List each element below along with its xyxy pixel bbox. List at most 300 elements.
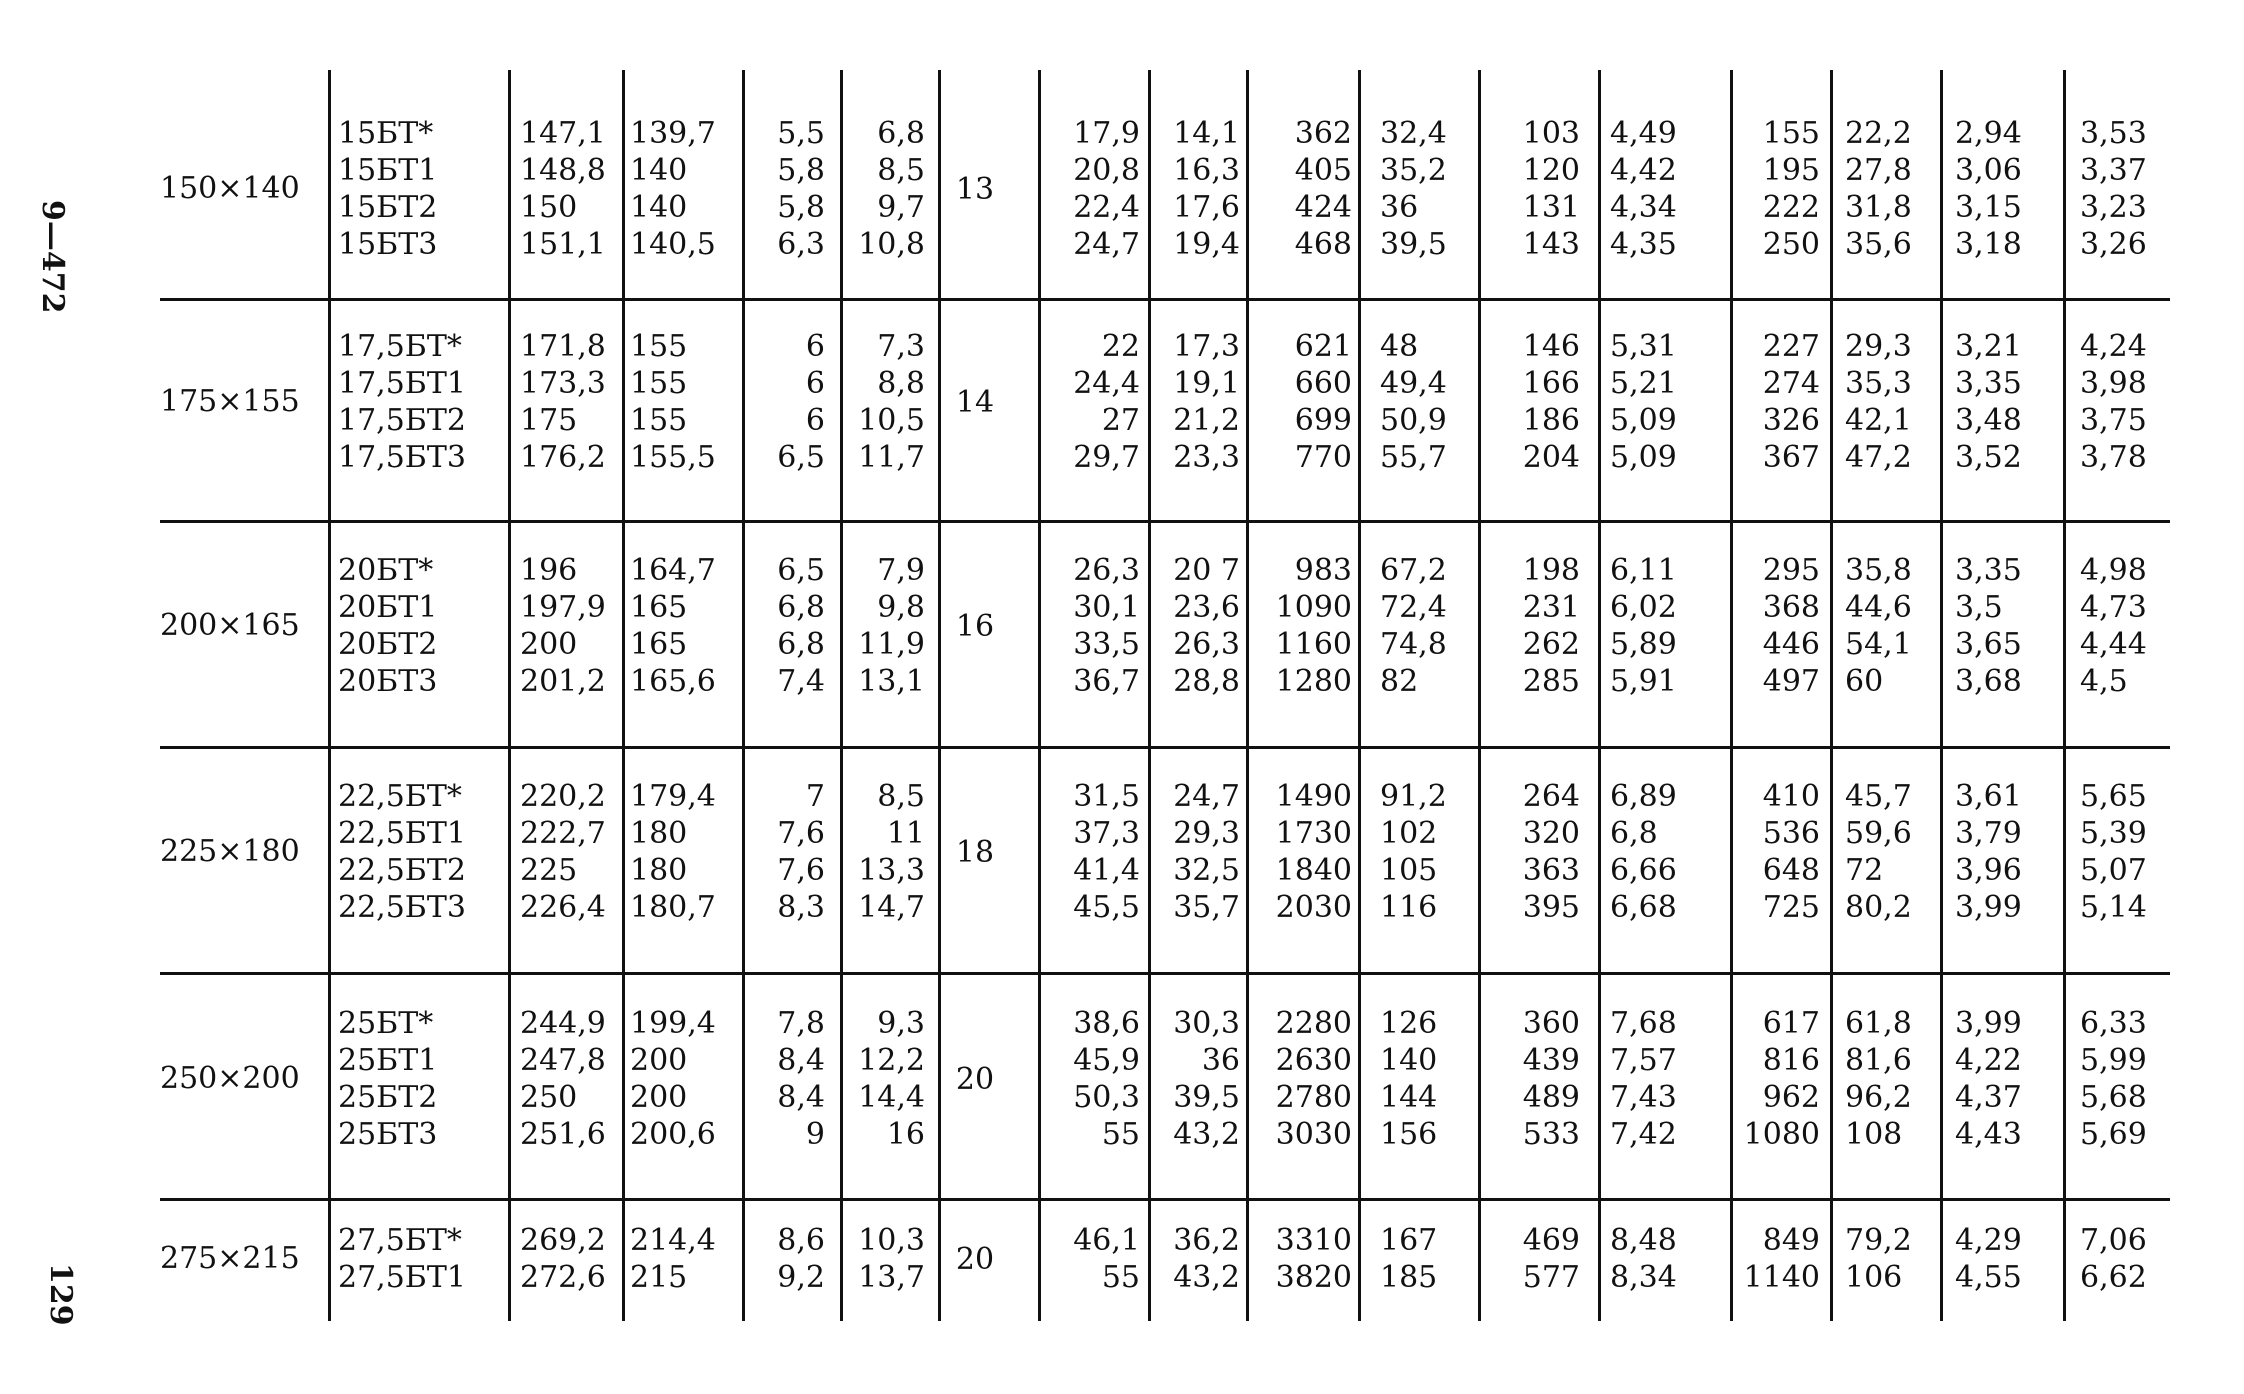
column-divider <box>2063 70 2066 288</box>
table-cell: 8,4 <box>777 1080 825 1115</box>
table-cell: 3,26 <box>2080 227 2147 262</box>
profile-name: 22,5БТ2 <box>338 853 466 888</box>
table-cell: 59,6 <box>1845 816 1912 851</box>
table-cell: 36,7 <box>1073 664 1140 699</box>
column-divider <box>328 507 331 736</box>
column-divider <box>622 70 625 288</box>
table-cell: 81,6 <box>1845 1043 1912 1078</box>
profile-size: 150×140 <box>160 171 300 206</box>
table-cell: 151,1 <box>520 227 606 262</box>
table-column-cell <box>1845 778 1925 926</box>
table-cell: 1840 <box>1275 853 1352 888</box>
table-cell: 3,65 <box>1955 627 2022 662</box>
table-cell: 5,8 <box>777 153 825 188</box>
table-cell: 4,43 <box>1955 1117 2022 1152</box>
table-cell: 5,09 <box>1610 440 1677 475</box>
radius-value: 18 <box>955 835 995 870</box>
table-cell: 7,3 <box>877 329 925 364</box>
column-divider <box>1148 507 1151 736</box>
table-cell: 54,1 <box>1845 627 1912 662</box>
table-cell: 7,8 <box>777 1006 825 1041</box>
column-divider <box>2063 283 2066 510</box>
table-column-cell <box>845 1222 925 1296</box>
column-divider <box>742 70 745 288</box>
table-cell: 14,4 <box>858 1080 925 1115</box>
column-divider <box>1598 960 1601 1188</box>
profile-name: 22,5БТ3 <box>338 890 466 925</box>
table-cell: 3,23 <box>2080 190 2147 225</box>
table-cell: 155,5 <box>630 440 716 475</box>
table-cell: 45,5 <box>1073 890 1140 925</box>
column-divider <box>1246 733 1249 962</box>
table-cell: 10,3 <box>858 1223 925 1258</box>
column-divider <box>1358 507 1361 736</box>
column-divider <box>508 507 511 736</box>
table-cell: 7,57 <box>1610 1043 1677 1078</box>
table-cell: 251,6 <box>520 1117 606 1152</box>
profile-size: 200×165 <box>160 608 300 643</box>
table-cell: 363 <box>1522 853 1580 888</box>
profile-name: 15БТ2 <box>338 190 438 225</box>
table-cell: 36,2 <box>1173 1223 1240 1258</box>
table-column-cell <box>1155 1222 1240 1296</box>
table-cell: 17,9 <box>1073 116 1140 151</box>
column-divider <box>1830 733 1833 962</box>
table-cell: 3,35 <box>1955 366 2022 401</box>
table-cell: 80,2 <box>1845 890 1912 925</box>
table-column-cell <box>1262 552 1352 700</box>
table-cell: 1160 <box>1275 627 1352 662</box>
table-cell: 3,06 <box>1955 153 2022 188</box>
table-cell: 147,1 <box>520 116 606 151</box>
table-cell: 55 <box>1101 1260 1140 1295</box>
profile-name: 17,5БТ2 <box>338 403 466 438</box>
table-column-cell <box>630 328 740 476</box>
table-cell: 3030 <box>1275 1117 1352 1152</box>
table-cell: 3,21 <box>1955 329 2022 364</box>
table-cell: 983 <box>1294 553 1352 588</box>
table-cell: 1080 <box>1743 1117 1820 1152</box>
table-cell: 648 <box>1762 853 1820 888</box>
table-cell: 4,22 <box>1955 1043 2022 1078</box>
column-divider <box>1148 283 1151 510</box>
table-cell: 11 <box>886 816 925 851</box>
table-cell: 175 <box>520 403 578 438</box>
profile-name: 15БТ3 <box>338 227 438 262</box>
table-cell: 4,73 <box>2080 590 2147 625</box>
table-cell: 23,3 <box>1173 440 1240 475</box>
column-divider <box>1830 70 1833 288</box>
column-divider <box>1940 733 1943 962</box>
table-column-cell <box>1740 778 1820 926</box>
column-divider <box>1148 733 1151 962</box>
table-column-cell <box>1955 552 2040 700</box>
table-cell: 6,3 <box>777 227 825 262</box>
table-cell: 43,2 <box>1173 1260 1240 1295</box>
table-column-cell <box>338 552 498 700</box>
column-divider <box>2063 507 2066 736</box>
table-cell: 8,8 <box>877 366 925 401</box>
table-cell: 3,68 <box>1955 664 2022 699</box>
table-cell: 2630 <box>1275 1043 1352 1078</box>
table-cell: 30,1 <box>1073 590 1140 625</box>
table-cell: 155 <box>630 329 688 364</box>
table-cell: 3,37 <box>2080 153 2147 188</box>
table-cell: 106 <box>1845 1260 1903 1295</box>
table-cell: 660 <box>1294 366 1352 401</box>
table-cell: 6,33 <box>2080 1006 2147 1041</box>
table-cell: 3,75 <box>2080 403 2147 438</box>
column-divider <box>1598 70 1601 288</box>
column-divider <box>1246 960 1249 1188</box>
table-cell: 200,6 <box>630 1117 716 1152</box>
table-column-cell <box>1155 1005 1240 1153</box>
table-cell: 5,07 <box>2080 853 2147 888</box>
table-cell: 20 7 <box>1173 553 1240 588</box>
profile-name: 20БТ1 <box>338 590 438 625</box>
table-cell: 24,4 <box>1073 366 1140 401</box>
table-cell: 24,7 <box>1173 779 1240 814</box>
table-cell: 5,21 <box>1610 366 1677 401</box>
table-column-cell <box>1045 328 1140 476</box>
table-column-cell <box>1380 328 1470 476</box>
column-divider <box>840 1177 843 1321</box>
column-divider <box>2063 1177 2066 1321</box>
table-cell: 5,99 <box>2080 1043 2147 1078</box>
table-cell: 36 <box>1201 1043 1240 1078</box>
table-column-cell <box>1155 328 1240 476</box>
table-cell: 446 <box>1762 627 1820 662</box>
table-cell: 155 <box>630 366 688 401</box>
table-cell: 8,5 <box>877 153 925 188</box>
table-cell: 11,7 <box>858 440 925 475</box>
table-cell: 9 <box>805 1117 825 1152</box>
row-group-divider <box>160 746 2170 749</box>
table-column-cell <box>338 1005 498 1153</box>
table-cell: 405 <box>1294 153 1352 188</box>
table-cell: 6,8 <box>1610 816 1658 851</box>
table-cell: 3310 <box>1275 1223 1352 1258</box>
table-column-cell <box>1045 778 1140 926</box>
table-cell: 5,65 <box>2080 779 2147 814</box>
table-cell: 140,5 <box>630 227 716 262</box>
column-divider <box>1830 283 1833 510</box>
column-divider <box>840 283 843 510</box>
profile-name: 20БТ3 <box>338 664 438 699</box>
table-column-cell <box>755 328 825 476</box>
table-cell: 17,3 <box>1173 329 1240 364</box>
table-column-cell <box>1610 552 1695 700</box>
table-column-cell <box>520 328 612 476</box>
table-cell: 3,52 <box>1955 440 2022 475</box>
column-divider <box>1730 960 1733 1188</box>
table-cell: 7,6 <box>777 853 825 888</box>
table-cell: 139,7 <box>630 116 716 151</box>
column-divider <box>1358 733 1361 962</box>
table-cell: 10,5 <box>858 403 925 438</box>
column-divider <box>1940 70 1943 288</box>
table-column-cell <box>845 778 925 926</box>
table-column-cell <box>1610 1222 1695 1296</box>
table-cell: 4,34 <box>1610 190 1677 225</box>
table-cell: 6,8 <box>777 590 825 625</box>
column-divider <box>1358 70 1361 288</box>
table-cell: 3,98 <box>2080 366 2147 401</box>
table-cell: 222,7 <box>520 816 606 851</box>
table-cell: 140 <box>630 153 688 188</box>
table-cell: 45,7 <box>1845 779 1912 814</box>
column-divider <box>1038 733 1041 962</box>
table-column-cell <box>1380 778 1470 926</box>
column-divider <box>1038 70 1041 288</box>
table-cell: 3,61 <box>1955 779 2022 814</box>
column-divider <box>1358 283 1361 510</box>
table-cell: 102 <box>1380 816 1438 851</box>
column-divider <box>742 283 745 510</box>
table-column-cell <box>630 552 740 700</box>
table-column-cell <box>520 778 612 926</box>
table-cell: 171,8 <box>520 329 606 364</box>
table-cell: 536 <box>1762 816 1820 851</box>
table-cell: 32,4 <box>1380 116 1447 151</box>
table-cell: 116 <box>1380 890 1438 925</box>
table-cell: 9,7 <box>877 190 925 225</box>
table-column-cell <box>1845 115 1925 263</box>
table-cell: 1730 <box>1275 816 1352 851</box>
table-cell: 6,68 <box>1610 890 1677 925</box>
table-cell: 7,43 <box>1610 1080 1677 1115</box>
table-cell: 3,53 <box>2080 116 2147 151</box>
table-cell: 196 <box>520 553 578 588</box>
table-cell: 5,09 <box>1610 403 1677 438</box>
table-cell: 37,3 <box>1073 816 1140 851</box>
table-cell: 274 <box>1762 366 1820 401</box>
profile-name: 25БТ* <box>338 1006 434 1041</box>
table-cell: 214,4 <box>630 1223 716 1258</box>
table-cell: 41,4 <box>1073 853 1140 888</box>
table-column-cell <box>630 1005 740 1153</box>
column-divider <box>1246 283 1249 510</box>
table-column-cell <box>2080 778 2165 926</box>
table-cell: 5,14 <box>2080 890 2147 925</box>
table-cell: 22,2 <box>1845 116 1912 151</box>
page-margin-label: 9—472 <box>35 200 70 314</box>
table-column-cell <box>338 115 498 263</box>
table-cell: 146 <box>1522 329 1580 364</box>
row-group-divider <box>160 520 2170 523</box>
table-cell: 179,4 <box>630 779 716 814</box>
table-cell: 410 <box>1762 779 1820 814</box>
table-cell: 497 <box>1762 664 1820 699</box>
table-cell: 164,7 <box>630 553 716 588</box>
table-cell: 395 <box>1522 890 1580 925</box>
table-column-cell <box>1045 1222 1140 1296</box>
table-column-cell <box>1740 115 1820 263</box>
table-column-cell <box>520 552 612 700</box>
profile-name: 25БТ3 <box>338 1117 438 1152</box>
table-cell: 6,8 <box>777 627 825 662</box>
profile-size: 275×215 <box>160 1241 300 1276</box>
table-cell: 3,79 <box>1955 816 2022 851</box>
table-cell: 621 <box>1294 329 1352 364</box>
profile-name: 17,5БТ3 <box>338 440 466 475</box>
table-cell: 36 <box>1380 190 1419 225</box>
table-cell: 27,8 <box>1845 153 1912 188</box>
table-cell: 962 <box>1762 1080 1820 1115</box>
profile-size: 225×180 <box>160 834 300 869</box>
column-divider <box>840 960 843 1188</box>
profile-name: 15БТ* <box>338 116 434 151</box>
table-cell: 43,2 <box>1173 1117 1240 1152</box>
column-divider <box>2063 960 2066 1188</box>
table-cell: 6,66 <box>1610 853 1677 888</box>
table-cell: 16,3 <box>1173 153 1240 188</box>
table-cell: 5,68 <box>2080 1080 2147 1115</box>
table-cell: 4,55 <box>1955 1260 2022 1295</box>
table-cell: 198 <box>1522 553 1580 588</box>
table-cell: 35,7 <box>1173 890 1240 925</box>
table-column-cell <box>2080 552 2165 700</box>
table-column-cell <box>1955 1222 2040 1296</box>
table-cell: 469 <box>1522 1223 1580 1258</box>
table-cell: 8,48 <box>1610 1223 1677 1258</box>
table-cell: 12,2 <box>858 1043 925 1078</box>
table-cell: 2780 <box>1275 1080 1352 1115</box>
table-cell: 264 <box>1522 779 1580 814</box>
table-column-cell <box>755 778 825 926</box>
table-cell: 3,99 <box>1955 1006 2022 1041</box>
table-column-cell <box>2080 328 2165 476</box>
table-cell: 699 <box>1294 403 1352 438</box>
table-cell: 156 <box>1380 1117 1438 1152</box>
table-cell: 165 <box>630 627 688 662</box>
table-cell: 269,2 <box>520 1223 606 1258</box>
table-cell: 195 <box>1762 153 1820 188</box>
table-cell: 9,3 <box>877 1006 925 1041</box>
table-cell: 20,8 <box>1073 153 1140 188</box>
column-divider <box>622 960 625 1188</box>
table-cell: 108 <box>1845 1117 1903 1152</box>
column-divider <box>1148 1177 1151 1321</box>
table-column-cell <box>630 115 740 263</box>
column-divider <box>742 507 745 736</box>
table-cell: 150 <box>520 190 578 225</box>
table-cell: 7,06 <box>2080 1223 2147 1258</box>
column-divider <box>1830 507 1833 736</box>
profile-name: 25БТ1 <box>338 1043 438 1078</box>
table-column-cell <box>755 1222 825 1296</box>
table-cell: 1280 <box>1275 664 1352 699</box>
table-cell: 197,9 <box>520 590 606 625</box>
table-column-cell <box>1845 1222 1925 1296</box>
table-column-cell <box>1480 1005 1580 1153</box>
profile-size: 250×200 <box>160 1061 300 1096</box>
table-cell: 201,2 <box>520 664 606 699</box>
table-cell: 3,18 <box>1955 227 2022 262</box>
table-column-cell <box>1262 1005 1352 1153</box>
table-cell: 19,1 <box>1173 366 1240 401</box>
table-column-cell <box>1480 115 1580 263</box>
table-cell: 222 <box>1762 190 1820 225</box>
table-cell: 155 <box>630 403 688 438</box>
column-divider <box>508 733 511 962</box>
table-cell: 320 <box>1522 816 1580 851</box>
table-column-cell <box>1262 115 1352 263</box>
table-column-cell <box>1955 1005 2040 1153</box>
table-cell: 424 <box>1294 190 1352 225</box>
table-cell: 166 <box>1522 366 1580 401</box>
table-cell: 204 <box>1522 440 1580 475</box>
table-cell: 13,1 <box>858 664 925 699</box>
table-cell: 200 <box>630 1080 688 1115</box>
page-number: 129 <box>43 1263 78 1326</box>
table-cell: 250 <box>520 1080 578 1115</box>
table-column-cell <box>845 552 925 700</box>
profile-name: 20БТ2 <box>338 627 438 662</box>
table-cell: 4,37 <box>1955 1080 2022 1115</box>
table-cell: 4,29 <box>1955 1223 2022 1258</box>
column-divider <box>1148 960 1151 1188</box>
table-cell: 11,9 <box>858 627 925 662</box>
table-cell: 31,5 <box>1073 779 1140 814</box>
radius-value: 13 <box>955 172 995 207</box>
table-cell: 47,2 <box>1845 440 1912 475</box>
table-column-cell <box>338 778 498 926</box>
table-cell: 44,6 <box>1845 590 1912 625</box>
table-cell: 186 <box>1522 403 1580 438</box>
table-cell: 439 <box>1522 1043 1580 1078</box>
column-divider <box>622 507 625 736</box>
table-cell: 185 <box>1380 1260 1438 1295</box>
table-cell: 79,2 <box>1845 1223 1912 1258</box>
column-divider <box>1358 1177 1361 1321</box>
table-cell: 5,8 <box>777 190 825 225</box>
radius-value: 20 <box>955 1062 995 1097</box>
table-column-cell <box>1480 1222 1580 1296</box>
table-cell: 368 <box>1762 590 1820 625</box>
table-column-cell <box>630 1222 740 1296</box>
table-column-cell <box>2080 1222 2165 1296</box>
table-cell: 33,5 <box>1073 627 1140 662</box>
profile-name: 22,5БТ* <box>338 779 462 814</box>
column-divider <box>622 733 625 962</box>
table-cell: 3,48 <box>1955 403 2022 438</box>
table-cell: 10,8 <box>858 227 925 262</box>
table-cell: 725 <box>1762 890 1820 925</box>
table-column-cell <box>1610 328 1695 476</box>
table-column-cell <box>1380 115 1470 263</box>
column-divider <box>1940 1177 1943 1321</box>
table-cell: 49,4 <box>1380 366 1447 401</box>
table-cell: 6,89 <box>1610 779 1677 814</box>
table-cell: 7,68 <box>1610 1006 1677 1041</box>
table-cell: 39,5 <box>1173 1080 1240 1115</box>
table-cell: 5,31 <box>1610 329 1677 364</box>
table-cell: 27 <box>1101 403 1140 438</box>
column-divider <box>1730 283 1733 510</box>
table-column-cell <box>755 1005 825 1153</box>
table-column-cell <box>338 1222 498 1296</box>
column-divider <box>508 283 511 510</box>
table-cell: 8,6 <box>777 1223 825 1258</box>
table-cell: 14,7 <box>858 890 925 925</box>
table-cell: 577 <box>1522 1260 1580 1295</box>
table-cell: 91,2 <box>1380 779 1447 814</box>
table-cell: 126 <box>1380 1006 1438 1041</box>
table-cell: 23,6 <box>1173 590 1240 625</box>
table-cell: 48 <box>1380 329 1419 364</box>
table-cell: 295 <box>1762 553 1820 588</box>
